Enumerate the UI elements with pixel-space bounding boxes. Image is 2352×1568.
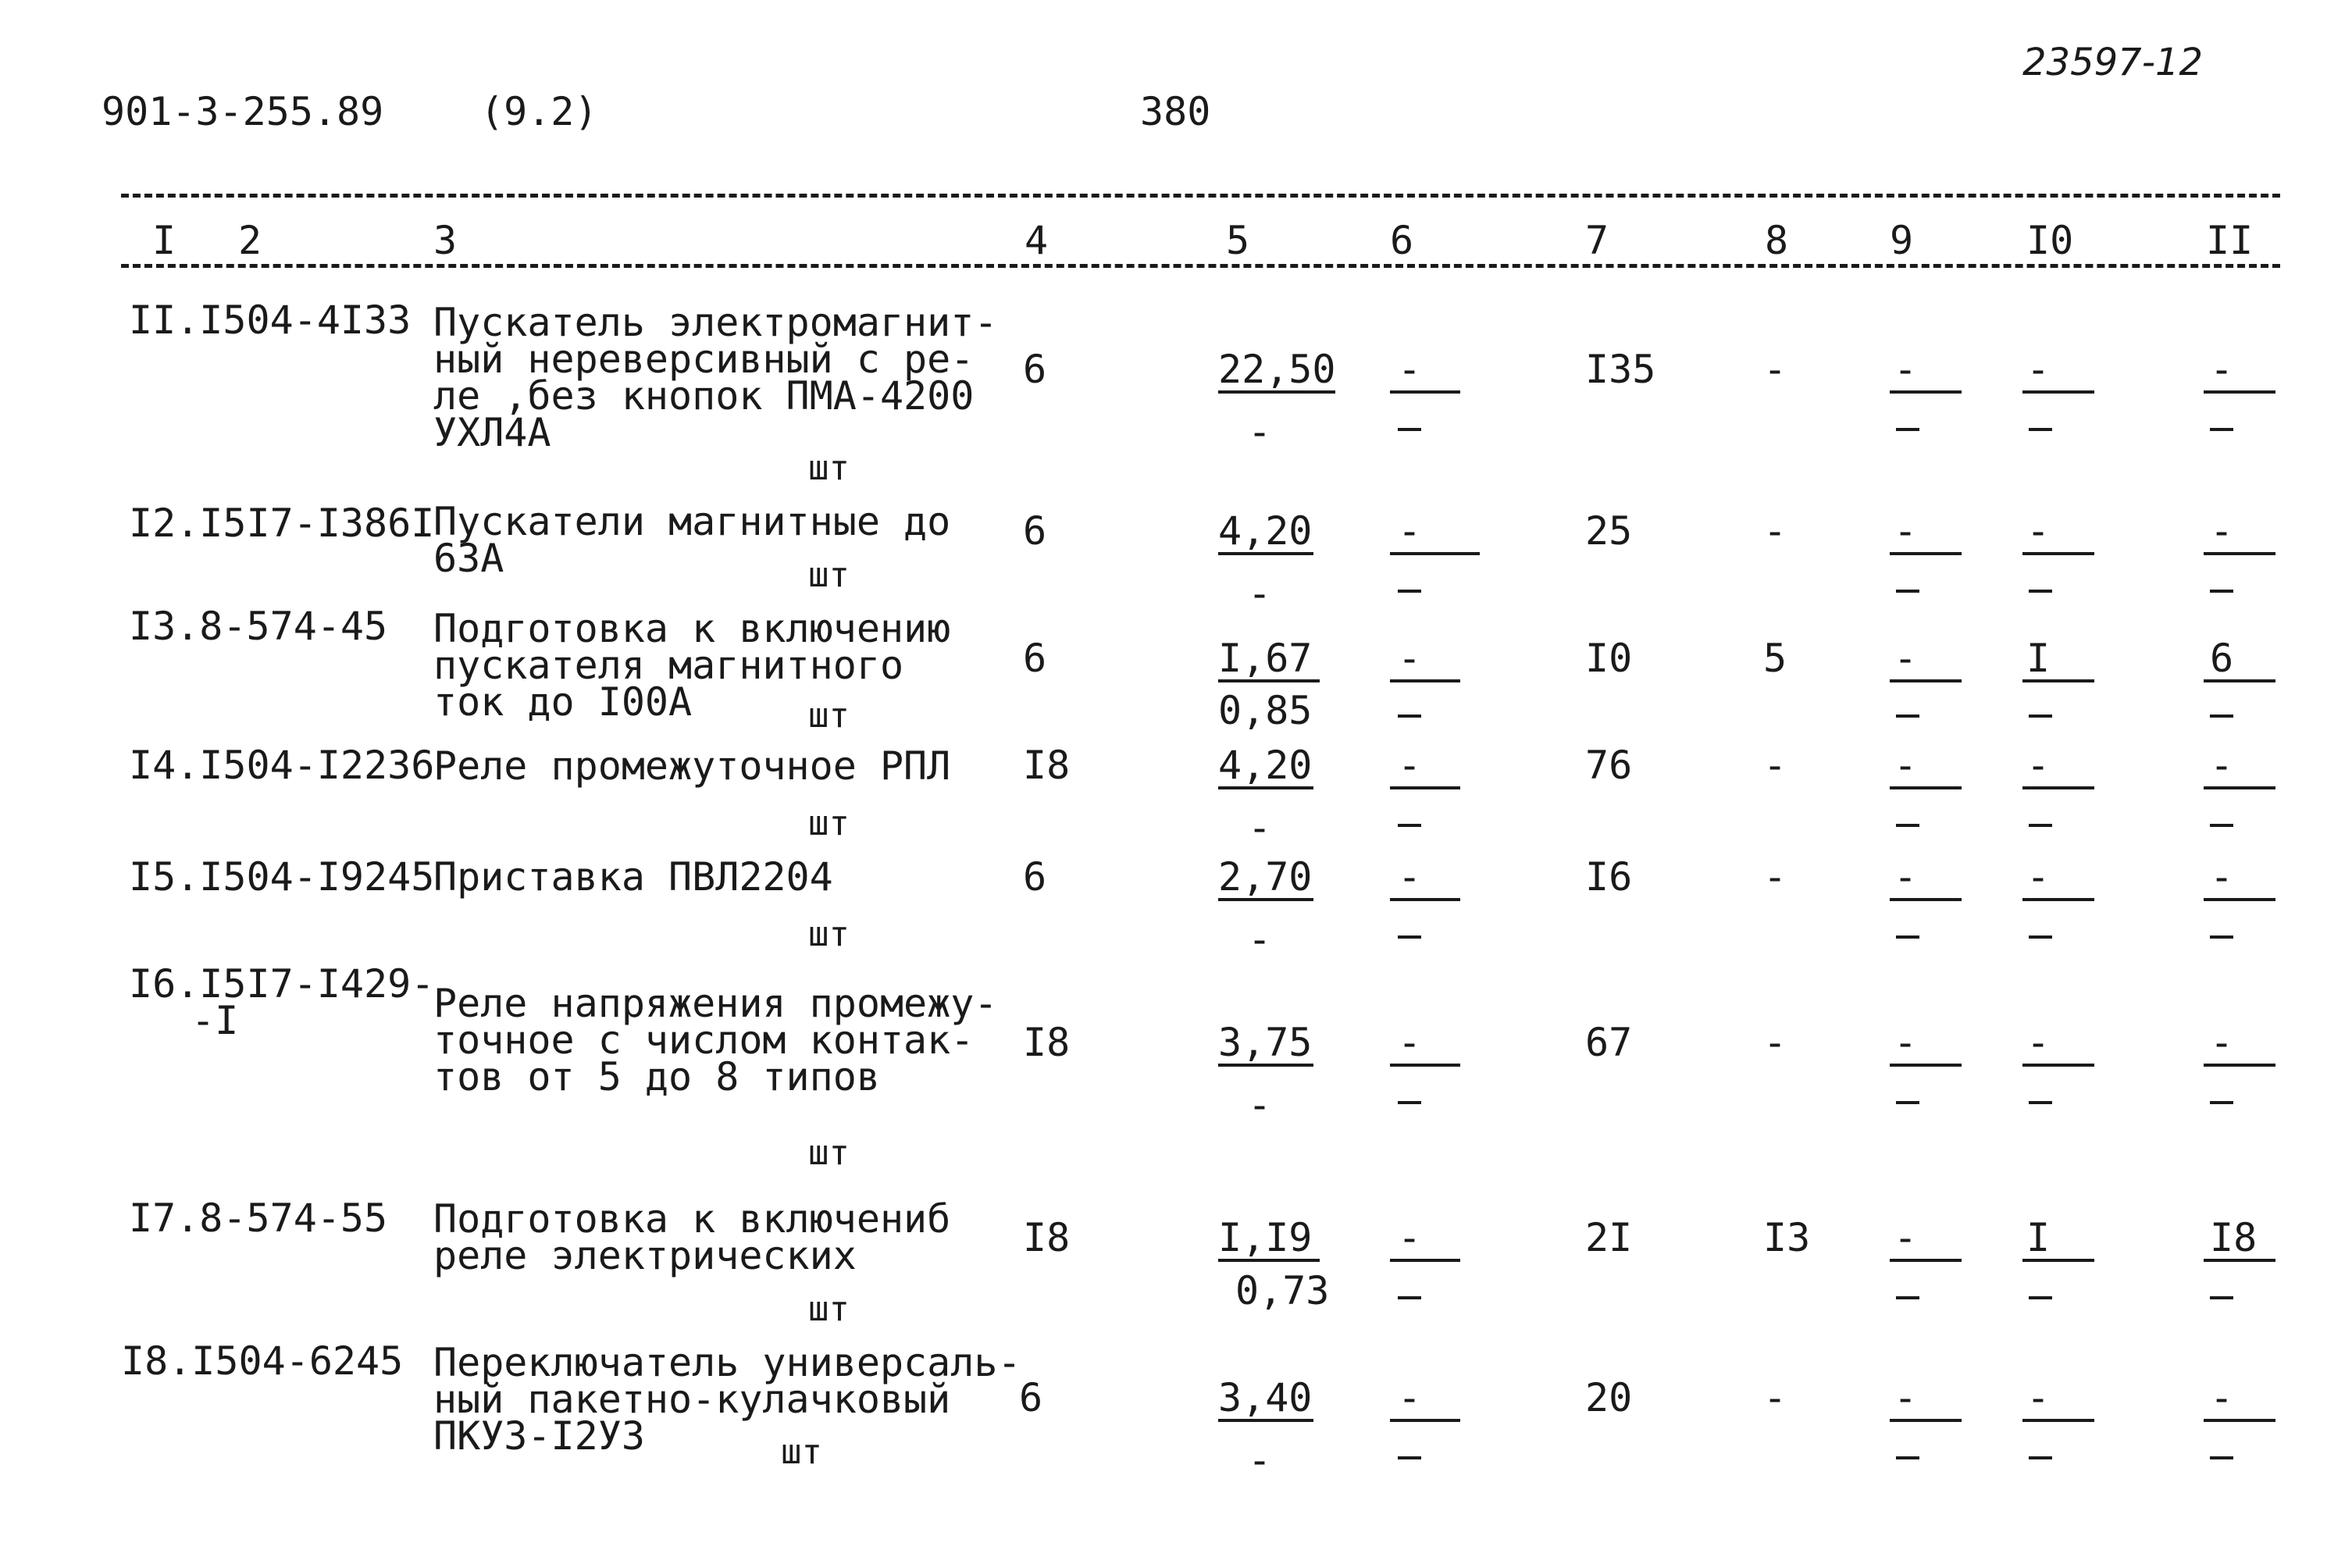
column-6-value: - bbox=[1398, 1020, 1422, 1065]
column-9-value: - bbox=[1894, 854, 1918, 900]
column-7-value: I6 bbox=[1585, 854, 1633, 900]
column-11-value: - bbox=[2210, 743, 2234, 788]
column-9-underline bbox=[1890, 390, 1962, 394]
section-number: (9.2) bbox=[480, 89, 598, 134]
price-underline bbox=[1218, 390, 1335, 394]
unit-label: шт bbox=[808, 696, 850, 736]
column-header-9: 9 bbox=[1890, 218, 1914, 263]
column-9-dash bbox=[1896, 1101, 1919, 1104]
item-description: Переключатель универсаль- ный пакетно-кулачковый ПКУЗ-I2УЗ bbox=[433, 1340, 1021, 1459]
price-underline bbox=[1218, 1064, 1313, 1067]
unit-price: 22,50 bbox=[1218, 347, 1336, 392]
column-6-value: - bbox=[1398, 1375, 1422, 1420]
column-6-underline bbox=[1390, 898, 1460, 901]
price-underline bbox=[1218, 898, 1313, 901]
column-8-value: - bbox=[1763, 347, 1787, 392]
column-11-dash bbox=[2210, 1296, 2233, 1299]
column-6-underline bbox=[1390, 1259, 1460, 1262]
column-9-dash bbox=[1896, 935, 1919, 939]
unit-price: 2,70 bbox=[1218, 854, 1313, 900]
column-9-value: - bbox=[1894, 1020, 1918, 1065]
column-10-underline bbox=[2022, 1064, 2094, 1067]
column-10-underline bbox=[2022, 1259, 2094, 1262]
column-8-value: - bbox=[1763, 508, 1787, 554]
column-8-value: - bbox=[1763, 854, 1787, 900]
column-10-value: - bbox=[2026, 347, 2051, 392]
column-9-dash bbox=[1896, 1296, 1919, 1299]
column-10-value: - bbox=[2026, 854, 2051, 900]
column-10-dash bbox=[2029, 824, 2052, 827]
column-9-dash bbox=[1896, 824, 1919, 827]
column-header-8: 8 bbox=[1765, 218, 1789, 263]
unit-price: I,67 bbox=[1218, 636, 1313, 681]
column-6-value: - bbox=[1398, 743, 1422, 788]
item-description: Пускатели магнитные до 63А bbox=[433, 499, 951, 581]
column-10-underline bbox=[2022, 898, 2094, 901]
column-9-value: - bbox=[1894, 1215, 1918, 1260]
column-9-underline bbox=[1890, 898, 1962, 901]
column-10-value: - bbox=[2026, 508, 2051, 554]
price-secondary: 0,85 bbox=[1218, 688, 1313, 733]
column-11-dash bbox=[2210, 935, 2233, 939]
price-secondary: 0,73 bbox=[1235, 1268, 1330, 1313]
column-11-underline bbox=[2204, 390, 2275, 394]
column-10-value: I bbox=[2026, 636, 2051, 681]
unit-label: шт bbox=[808, 914, 850, 954]
column-6-dash bbox=[1398, 1296, 1421, 1299]
column-11-value: 6 bbox=[2210, 636, 2234, 681]
column-10-dash bbox=[2029, 935, 2052, 939]
price-secondary: - bbox=[1248, 571, 1272, 616]
item-code: I6.I5I7-I429- bbox=[129, 961, 435, 1007]
quantity: 6 bbox=[1023, 636, 1047, 681]
column-10-dash bbox=[2029, 590, 2052, 593]
column-11-value: - bbox=[2210, 1020, 2234, 1065]
column-6-dash bbox=[1398, 1101, 1421, 1104]
unit-price: 3,75 bbox=[1218, 1020, 1313, 1065]
price-secondary: - bbox=[1248, 1438, 1272, 1483]
column-9-value: - bbox=[1894, 347, 1918, 392]
price-underline bbox=[1218, 679, 1320, 682]
column-11-dash bbox=[2210, 1456, 2233, 1459]
column-11-underline bbox=[2204, 1259, 2275, 1262]
column-8-value: - bbox=[1763, 743, 1787, 788]
price-secondary: - bbox=[1248, 917, 1272, 962]
quantity: I8 bbox=[1023, 1215, 1071, 1260]
column-10-dash bbox=[2029, 1101, 2052, 1104]
price-secondary: - bbox=[1248, 1082, 1272, 1128]
column-header-2: 2 bbox=[238, 218, 262, 263]
column-10-dash bbox=[2029, 428, 2052, 431]
item-code: II.I504-4I33 bbox=[129, 298, 412, 343]
item-code-continuation: -I bbox=[191, 998, 239, 1043]
column-10-value: I bbox=[2026, 1215, 2051, 1260]
column-11-value: - bbox=[2210, 508, 2234, 554]
column-6-underline bbox=[1390, 679, 1460, 682]
column-9-underline bbox=[1890, 1419, 1962, 1422]
column-6-underline bbox=[1390, 1064, 1460, 1067]
unit-label: шт bbox=[781, 1432, 822, 1472]
quantity: 6 bbox=[1023, 854, 1047, 900]
column-9-underline bbox=[1890, 552, 1962, 555]
quantity: I8 bbox=[1023, 743, 1071, 788]
item-code: I8.I504-6245 bbox=[121, 1338, 404, 1384]
unit-price: 3,40 bbox=[1218, 1375, 1313, 1420]
price-underline bbox=[1218, 552, 1313, 555]
column-10-underline bbox=[2022, 786, 2094, 789]
document-code: 901-3-255.89 bbox=[102, 89, 384, 134]
column-6-value: - bbox=[1398, 636, 1422, 681]
column-11-value: - bbox=[2210, 347, 2234, 392]
quantity: I8 bbox=[1023, 1020, 1071, 1065]
quantity: 6 bbox=[1019, 1375, 1043, 1420]
unit-label: шт bbox=[808, 804, 850, 843]
column-6-value: - bbox=[1398, 1215, 1422, 1260]
column-10-underline bbox=[2022, 390, 2094, 394]
column-8-value: 5 bbox=[1763, 636, 1787, 681]
price-secondary: - bbox=[1248, 409, 1272, 454]
unit-price: 4,20 bbox=[1218, 508, 1313, 554]
item-description: Подготовка к включению пускателя магнитного ток до I00А bbox=[433, 606, 951, 725]
column-6-underline bbox=[1390, 552, 1480, 555]
column-6-dash bbox=[1398, 824, 1421, 827]
item-code: I5.I504-I9245 bbox=[129, 854, 435, 900]
column-8-value: I3 bbox=[1763, 1215, 1811, 1260]
column-10-value: - bbox=[2026, 1020, 2051, 1065]
column-8-value: - bbox=[1763, 1375, 1787, 1420]
column-11-underline bbox=[2204, 1419, 2275, 1422]
column-11-underline bbox=[2204, 679, 2275, 682]
column-11-dash bbox=[2210, 1101, 2233, 1104]
column-9-value: - bbox=[1894, 508, 1918, 554]
item-description: Приставка ПВЛ2204 bbox=[433, 854, 833, 900]
column-6-value: - bbox=[1398, 347, 1422, 392]
header-dashed-rule bbox=[121, 264, 2280, 268]
unit-label: шт bbox=[808, 448, 850, 488]
column-header-1: I bbox=[152, 218, 176, 263]
item-description: Реле промежуточное РПЛ bbox=[433, 743, 951, 789]
column-10-dash bbox=[2029, 1456, 2052, 1459]
column-6-dash bbox=[1398, 590, 1421, 593]
item-description: Подготовка к включениб реле электрических bbox=[433, 1196, 951, 1278]
column-10-dash bbox=[2029, 715, 2052, 718]
handwritten-sheet-number: 23597-12 bbox=[2022, 41, 2204, 84]
column-header-7: 7 bbox=[1585, 218, 1609, 263]
column-9-underline bbox=[1890, 1064, 1962, 1067]
column-10-underline bbox=[2022, 552, 2094, 555]
column-header-6: 6 bbox=[1390, 218, 1414, 263]
column-header-4: 4 bbox=[1025, 218, 1049, 263]
price-underline bbox=[1218, 1419, 1313, 1422]
column-11-underline bbox=[2204, 552, 2275, 555]
column-9-dash bbox=[1896, 590, 1919, 593]
column-6-underline bbox=[1390, 786, 1460, 789]
column-header-11: II bbox=[2206, 218, 2254, 263]
item-description: Пускатель электромагнит- ный нереверсивный с ре- ле ,без кнопок ПМА-4200 УХЛ4А bbox=[433, 300, 998, 455]
column-11-dash bbox=[2210, 824, 2233, 827]
price-secondary: - bbox=[1248, 805, 1272, 850]
column-10-underline bbox=[2022, 1419, 2094, 1422]
column-9-underline bbox=[1890, 786, 1962, 789]
column-7-value: 76 bbox=[1585, 743, 1633, 788]
column-11-dash bbox=[2210, 428, 2233, 431]
column-10-value: - bbox=[2026, 743, 2051, 788]
column-6-dash bbox=[1398, 715, 1421, 718]
column-11-dash bbox=[2210, 715, 2233, 718]
page-number: 380 bbox=[1140, 89, 1211, 134]
item-description: Реле напряжения промежу- точное с числом контак- тов от 5 до 8 типов bbox=[433, 981, 998, 1099]
column-11-value: I8 bbox=[2210, 1215, 2258, 1260]
column-11-value: - bbox=[2210, 854, 2234, 900]
column-6-value: - bbox=[1398, 854, 1422, 900]
column-7-value: I35 bbox=[1585, 347, 1656, 392]
item-code: I4.I504-I2236 bbox=[129, 743, 435, 788]
column-7-value: 2I bbox=[1585, 1215, 1633, 1260]
unit-price: 4,20 bbox=[1218, 743, 1313, 788]
column-9-value: - bbox=[1894, 1375, 1918, 1420]
column-7-value: 20 bbox=[1585, 1375, 1633, 1420]
column-header-3: 3 bbox=[433, 218, 458, 263]
column-8-value: - bbox=[1763, 1020, 1787, 1065]
column-header-5: 5 bbox=[1226, 218, 1250, 263]
column-11-underline bbox=[2204, 1064, 2275, 1067]
column-6-underline bbox=[1390, 1419, 1460, 1422]
column-header-10: I0 bbox=[2026, 218, 2074, 263]
column-9-dash bbox=[1896, 715, 1919, 718]
column-9-value: - bbox=[1894, 636, 1918, 681]
column-10-dash bbox=[2029, 1296, 2052, 1299]
item-code: I2.I5I7-I386I bbox=[129, 501, 435, 546]
quantity: 6 bbox=[1023, 508, 1047, 554]
column-7-value: 25 bbox=[1585, 508, 1633, 554]
item-code: I7.8-574-55 bbox=[129, 1196, 388, 1241]
column-6-value: - bbox=[1398, 508, 1422, 554]
column-6-dash bbox=[1398, 935, 1421, 939]
column-11-value: - bbox=[2210, 1375, 2234, 1420]
column-6-underline bbox=[1390, 390, 1460, 394]
column-9-underline bbox=[1890, 1259, 1962, 1262]
column-9-dash bbox=[1896, 1456, 1919, 1459]
column-11-underline bbox=[2204, 898, 2275, 901]
column-7-value: I0 bbox=[1585, 636, 1633, 681]
column-11-underline bbox=[2204, 786, 2275, 789]
column-10-underline bbox=[2022, 679, 2094, 682]
column-9-dash bbox=[1896, 428, 1919, 431]
unit-label: шт bbox=[808, 555, 850, 595]
column-7-value: 67 bbox=[1585, 1020, 1633, 1065]
column-6-dash bbox=[1398, 1456, 1421, 1459]
column-6-dash bbox=[1398, 428, 1421, 431]
quantity: 6 bbox=[1023, 347, 1047, 392]
unit-price: I,I9 bbox=[1218, 1215, 1313, 1260]
price-underline bbox=[1218, 786, 1313, 789]
column-11-dash bbox=[2210, 590, 2233, 593]
unit-label: шт bbox=[808, 1289, 850, 1329]
column-9-underline bbox=[1890, 679, 1962, 682]
price-underline bbox=[1218, 1259, 1320, 1262]
top-dashed-rule bbox=[121, 194, 2280, 198]
item-code: I3.8-574-45 bbox=[129, 604, 388, 649]
column-9-value: - bbox=[1894, 743, 1918, 788]
column-10-value: - bbox=[2026, 1375, 2051, 1420]
unit-label: шт bbox=[808, 1133, 850, 1173]
